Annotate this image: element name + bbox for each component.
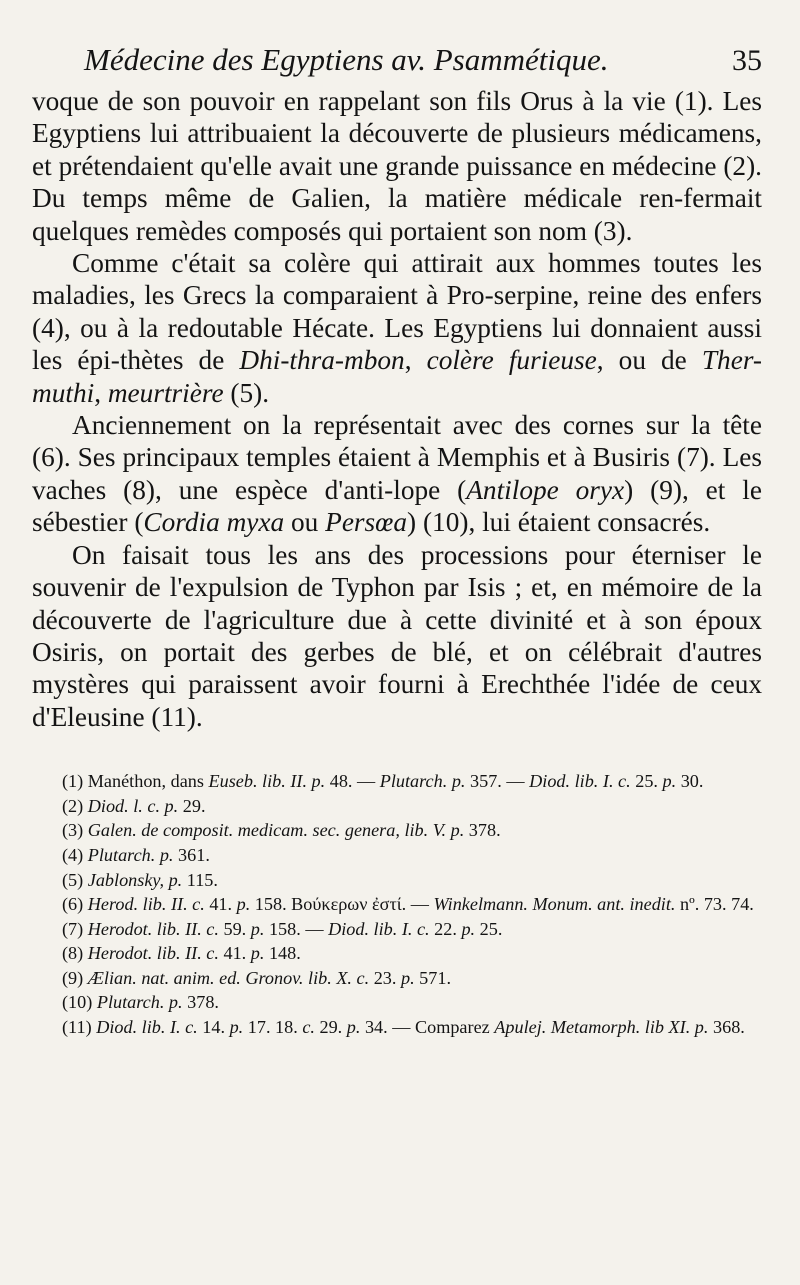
text-run: 22. xyxy=(429,918,462,939)
text-run: 29. xyxy=(314,1017,347,1038)
footnote-number: (1) xyxy=(62,771,84,792)
text-run: nº. 73. 74. xyxy=(675,894,754,915)
text-run: On faisait tous les ans des processions pour éterniser le souvenir de l'expulsion de Typhon par Isis ; et, en mémoire de la découverte de l'agriculture due à cette divinité et à son époux Osiris, on portait des gerbes de blé, et on célébrait d'autres mystères qui paraissent avoir fourni à Erechthée l'idée de ceux d'Eleusine (11). xyxy=(32,539,762,732)
italic-text: Plutarch. p. xyxy=(87,844,174,865)
italic-text: Galen. de composit. medicam. sec. genera, lib. V. p. xyxy=(87,820,465,841)
main-text xyxy=(32,85,762,733)
italic-text: Diod. lib. I. c. xyxy=(529,771,631,792)
italic-text: Diod. lib. I. c. xyxy=(328,918,430,939)
footnote-number: (2) xyxy=(62,795,84,816)
italic-text: Winkelmann. Monum. ant. inedit. xyxy=(433,894,676,915)
footnote xyxy=(32,941,762,966)
text-run: 378. xyxy=(182,992,219,1013)
italic-text: Herod. lib. II. c. xyxy=(87,894,205,915)
text-run: 41. xyxy=(218,943,251,964)
text-run: 59. xyxy=(218,918,251,939)
footnote xyxy=(32,794,762,819)
paragraph xyxy=(32,85,762,247)
text-run: 30. xyxy=(676,771,704,792)
italic-text: p. xyxy=(400,967,415,988)
italic-text: Apulej. Metamorph. lib XI. p. xyxy=(494,1017,709,1038)
page-number: 35 xyxy=(732,44,762,77)
footnote-number: (7) xyxy=(62,918,84,939)
paragraph xyxy=(32,539,762,733)
italic-text: Herodot. lib. II. c. xyxy=(87,918,219,939)
italic-text: Herodot. lib. II. c. xyxy=(87,943,219,964)
text-run: 41. xyxy=(204,894,237,915)
footnote xyxy=(32,1015,762,1040)
text-run: 14. xyxy=(197,1017,230,1038)
footnote-number: (5) xyxy=(62,869,84,890)
text-run: 23. xyxy=(369,967,401,988)
italic-text: p. xyxy=(250,943,265,964)
footnote xyxy=(32,966,762,991)
text-run: 571. xyxy=(414,967,451,988)
text-run: 361. xyxy=(173,844,210,865)
text-run: 368. xyxy=(708,1017,745,1038)
paragraph xyxy=(32,247,762,409)
text-run: 34. — Comparez xyxy=(360,1017,495,1038)
footnote xyxy=(32,892,762,917)
text-run: 17. 18. xyxy=(243,1017,303,1038)
footnote xyxy=(32,990,762,1015)
text-run: , xyxy=(94,377,108,408)
text-run: 115. xyxy=(182,869,218,890)
text-run: 148. xyxy=(264,943,301,964)
italic-text: p. xyxy=(229,1017,244,1038)
footnote xyxy=(32,818,762,843)
italic-text: meurtrière xyxy=(107,377,224,408)
footnote xyxy=(32,769,762,794)
footnote-number: (10) xyxy=(62,992,93,1013)
text-run: 25. xyxy=(630,771,663,792)
text-run: ou xyxy=(284,507,326,538)
footnote-number: (8) xyxy=(62,943,84,964)
text-run: Comme c'était sa colère qui attirait aux hommes toutes les maladies, les Grecs la comparaient à Pro-serpine, reine des enfers (4), ou à la redoutable Hécate. Les Egyptiens lui donnaient aussi les épi-thètes de xyxy=(32,248,762,376)
text-run: 158. — xyxy=(264,918,329,939)
footnote xyxy=(32,917,762,942)
text-run: Anciennement on la représentait avec des cornes sur la tête (6). Ses principaux temples étaient à Memphis et à Busiris (7). Les vaches (8), une espèce d'anti-lope ( xyxy=(32,410,762,505)
footnote-number: (6) xyxy=(62,894,84,915)
running-head xyxy=(32,40,762,81)
italic-text: Ther-muthi xyxy=(32,345,762,408)
text-run: 29. xyxy=(178,795,206,816)
text-run: 357. — xyxy=(465,771,530,792)
running-head-title: Médecine des Egyptiens av. Psammétique. xyxy=(84,42,609,77)
footnote xyxy=(32,868,762,893)
italic-text: colère furieuse xyxy=(426,345,597,376)
footnote-number: (3) xyxy=(62,820,84,841)
text-run: ) (9), et le sébestier ( xyxy=(32,474,762,538)
text-run: 25. xyxy=(475,918,503,939)
italic-text: p. xyxy=(236,894,251,915)
paragraph xyxy=(32,409,762,539)
text-run: 158. Βούκερων ἐστί. — xyxy=(250,894,434,915)
italic-text: Diod. lib. I. c. xyxy=(96,1017,198,1038)
italic-text: Diod. l. c. p. xyxy=(87,795,179,816)
italic-text: Jablonsky, p. xyxy=(87,869,183,890)
italic-text: Plutarch. p. xyxy=(379,771,466,792)
italic-text: Persœa xyxy=(325,507,408,538)
footnote-number: (11) xyxy=(62,1017,92,1038)
footnote-number: (9) xyxy=(62,967,84,988)
italic-text: Euseb. lib. II. p. xyxy=(208,771,326,792)
italic-text: p. xyxy=(461,918,476,939)
text-run: 378. xyxy=(464,820,501,841)
text-run: , xyxy=(404,345,427,376)
footnotes xyxy=(32,769,762,1040)
text-run: , ou de xyxy=(596,345,702,376)
text-run: voque de son pouvoir en rappelant son fils Orus à la vie (1). Les Egyptiens lui attribuaient la découverte de plusieurs médicamens, et prétendaient qu'elle avait une grande puissance en médecine (2). Du temps même de Galien, la matière médicale ren-fermait quelques remèdes composés qui portaient son nom (3). xyxy=(32,86,762,246)
italic-text: Plutarch. p. xyxy=(96,992,183,1013)
text-run: 48. — xyxy=(325,771,380,792)
italic-text: Cordia myxa xyxy=(143,507,285,538)
text-run: ) (10), lui étaient consacrés. xyxy=(407,507,711,538)
footnote-separator xyxy=(32,733,762,755)
italic-text: p. xyxy=(346,1017,361,1038)
italic-text: c. xyxy=(302,1017,315,1038)
footnote xyxy=(32,843,762,868)
italic-text: p. xyxy=(250,918,265,939)
book-page xyxy=(32,40,762,1040)
italic-text: Ælian. nat. anim. ed. Gronov. lib. X. c. xyxy=(87,967,370,988)
italic-text: Antilope oryx xyxy=(466,474,625,505)
text-run: Manéthon, dans xyxy=(83,771,209,792)
footnote-number: (4) xyxy=(62,844,84,865)
italic-text: p. xyxy=(662,771,677,792)
text-run: (5). xyxy=(223,377,270,408)
italic-text: Dhi-thra-mbon xyxy=(239,345,405,376)
